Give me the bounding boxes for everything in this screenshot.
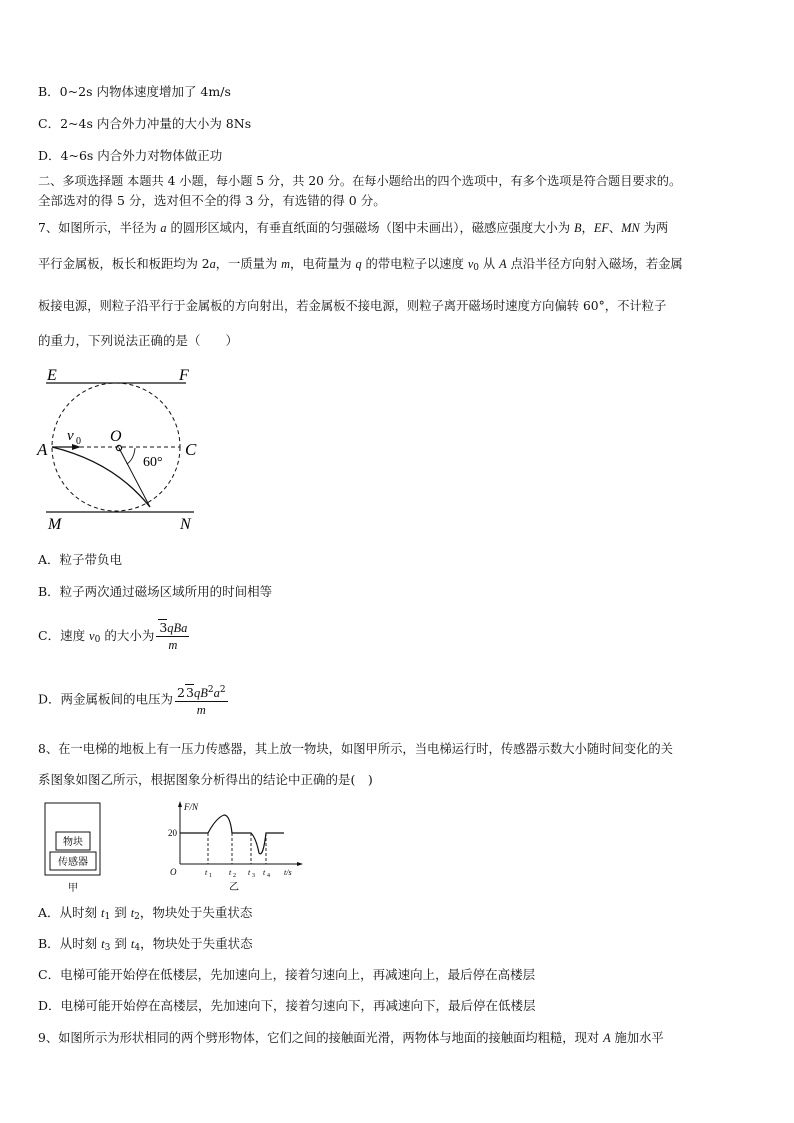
- q7-option-a: A．粒子带负电: [38, 552, 123, 567]
- q7-stem-line2: 平行金属板，板长和板距均为 2a，一质量为 m，电荷量为 q 的带电粒子以速度 $v_0$ 从 A 点沿半径方向射入磁场，若金属: [38, 257, 683, 273]
- tick-t3: t: [248, 868, 251, 877]
- q7-option-c: C．速度 $v_0$ 的大小为 $\frac{\text{3qBa}}{m}$: [38, 620, 188, 652]
- label-n: N: [180, 516, 191, 532]
- sensor-label: 传感器: [58, 857, 88, 868]
- q8-stem-line2: 系图象如图乙所示，根据图象分析得出的结论中正确的是( ): [38, 772, 373, 787]
- trajectory: [52, 447, 150, 507]
- q8-option-c: C．电梯可能开始停在低楼层，先加速向上，接着匀速向上，再减速向上，最后停在高楼层: [38, 967, 536, 982]
- q7-stem-line3: 板接电源，则粒子沿平行于金属板的方向射出，若金属板不接电源，则粒子离开磁场时速度方向偏转 60°，不计粒子: [38, 299, 667, 313]
- label-v: v: [67, 428, 74, 444]
- tick-t4-sub: 4: [267, 873, 270, 879]
- tick-t1: t: [205, 868, 208, 877]
- caption-yi: 乙: [229, 882, 239, 893]
- x-axis-label: t/s: [284, 868, 292, 877]
- q7-stem-line1: 7、如图所示，半径为 a 的圆形区域内，有垂直纸面的匀强磁场（图中未画出），磁感应强度大小为 B，EF、MN 为两: [38, 221, 669, 235]
- q8-stem-line1: 8、在一电梯的地板上有一压力传感器，其上放一物块，如图甲所示，当电梯运行时，传感器示数大小随时间变化的关: [38, 742, 673, 756]
- block-label: 物块: [63, 837, 83, 848]
- q7-stem-line4: 的重力，下列说法正确的是（ ）: [38, 333, 239, 348]
- section2-line2: 全部选对的得 5 分，选对但不全的得 3 分，有选错的得 0 分。: [38, 193, 386, 208]
- tick-t2: t: [229, 868, 232, 877]
- tick-t3-sub: 3: [252, 873, 255, 879]
- q7-figure: [34, 362, 214, 536]
- tick-t1-sub: 1: [209, 873, 212, 879]
- q9-stem-line1: 9、如图所示为形状相同的两个劈形物体，它们之间的接触面光滑，两物体与地面的接触面均粗糙，现对 A 施加水平: [38, 1031, 664, 1045]
- origin-label: O: [170, 867, 177, 877]
- label-angle: 60°: [143, 455, 163, 470]
- q8-option-d: D．电梯可能开始停在高楼层，先加速向下，接着匀速向下，再减速向下，最后停在低楼层: [38, 998, 536, 1013]
- q6-option-d: D．4~6s 内合外力对物体做正功: [38, 148, 223, 163]
- label-f: F: [179, 367, 189, 384]
- q7-option-d: D．两金属板间的电压为 $\frac{23qB^2a^2}{m}$: [38, 682, 228, 718]
- label-m: M: [48, 516, 62, 532]
- q6-option-b: B．0~2s 内物体速度增加了 4m/s: [38, 84, 231, 99]
- q8-option-b: B．从时刻 $t_3$ 到 $t_4$，物块处于失重状态: [38, 936, 253, 953]
- tick-t2-sub: 2: [233, 873, 236, 879]
- label-o: O: [110, 428, 122, 445]
- caption-jia: 甲: [68, 883, 78, 894]
- y-axis-label: F/N: [184, 802, 199, 812]
- label-v-sub: 0: [76, 436, 81, 447]
- section2-line1: 二、多项选择题 本题共 4 小题，每小题 5 分，共 20 分。在每小题给出的四个选项中，有多个选项是符合题目要求的。: [38, 174, 682, 188]
- label-e: E: [47, 367, 57, 384]
- q7-option-b: B．粒子两次通过磁场区域所用的时间相等: [38, 584, 273, 599]
- label-c: C: [185, 440, 197, 459]
- q8-figure-a: [40, 800, 110, 899]
- y-tick-20: 20: [168, 828, 177, 838]
- q6-option-c: C．2~4s 内合外力冲量的大小为 8Ns: [38, 116, 252, 131]
- tick-t4: t: [263, 868, 266, 877]
- label-a: A: [37, 440, 48, 459]
- q8-figure-b: [168, 798, 308, 897]
- q8-option-a: A．从时刻 $t_1$ 到 $t_2$，物块处于失重状态: [38, 905, 253, 922]
